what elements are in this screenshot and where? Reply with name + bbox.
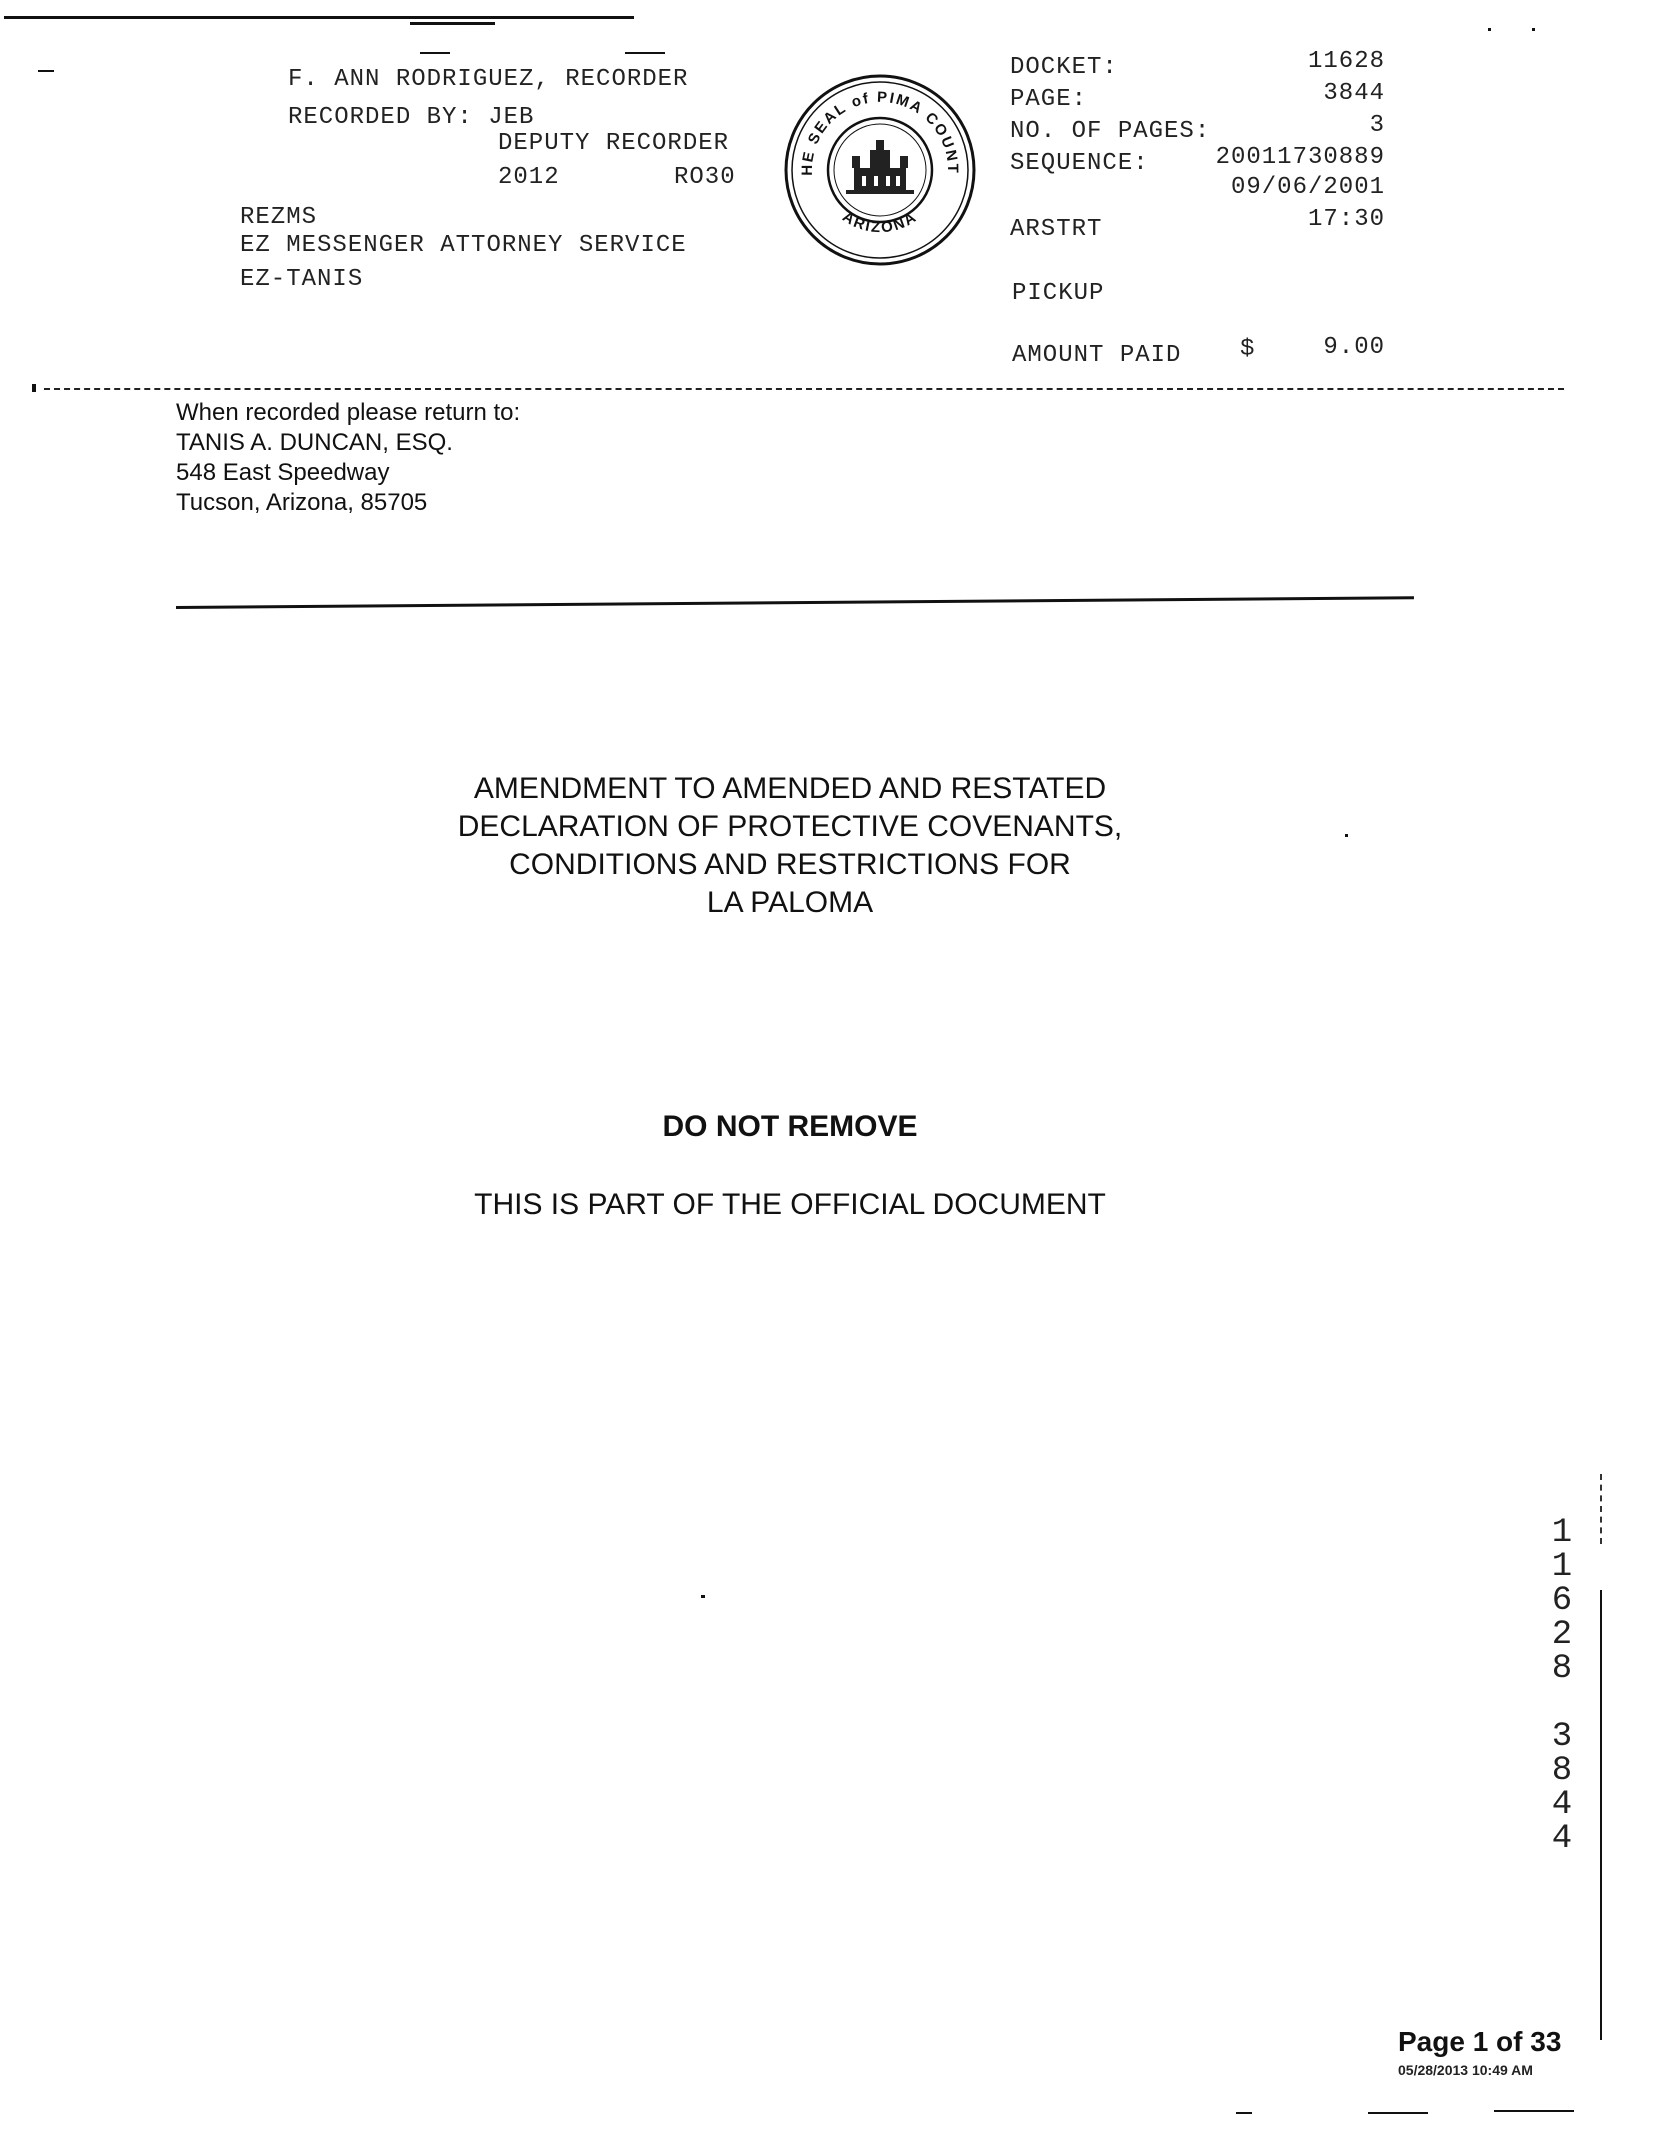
scan-speck: [1532, 28, 1535, 31]
bottom-scan-mark: [1494, 2110, 1574, 2112]
recorder-code-left: 2012: [498, 164, 560, 191]
title-line-4: LA PALOMA: [706, 886, 874, 919]
address-separator: [176, 596, 1414, 609]
stamp-digit: 3: [1551, 1718, 1573, 1756]
recorded-by: RECORDED BY: JEB: [288, 104, 535, 131]
stamp-digit: 4: [1551, 1820, 1573, 1858]
stamp-digit: 8: [1551, 1650, 1573, 1688]
scan-speck: [701, 1595, 705, 1598]
seal-bottom-text: ARIZONA: [839, 208, 921, 237]
return-street: 548 East Speedway: [176, 459, 390, 486]
margin-stamp: [1544, 1516, 1580, 1856]
stamp-gap: [1544, 1686, 1580, 1720]
page-label: PAGE:: [1010, 86, 1088, 113]
recorder-name: F. ANN RODRIGUEZ, RECORDER: [288, 66, 689, 93]
left-margin-tick: [32, 384, 36, 392]
recorder-code-right: RO30: [674, 164, 736, 191]
bottom-scan-mark: [1236, 2112, 1252, 2114]
pickup-label: PICKUP: [1012, 280, 1105, 307]
scan-speck: [1488, 28, 1491, 31]
return-address: [176, 398, 520, 518]
amount-label: AMOUNT PAID: [1012, 342, 1182, 369]
stamp-digit: 2: [1551, 1616, 1573, 1654]
return-name: TANIS A. DUNCAN, ESQ.: [176, 429, 453, 456]
stamp-digit: 8: [1551, 1752, 1573, 1790]
docket-label: DOCKET:: [1010, 54, 1118, 81]
page-indicator: Page 1 of 33: [1398, 2026, 1562, 2057]
currency-sign: $: [1240, 336, 1256, 363]
header-dashed-separator: [44, 388, 1564, 390]
top-scan-mark: [410, 22, 495, 25]
sequence-value: 20011730889: [1215, 144, 1385, 171]
top-left-mark: [38, 70, 54, 72]
client-ref: EZ-TANIS: [240, 266, 364, 293]
notice-body: THIS IS PART OF THE OFFICIAL DOCUMENT: [474, 1188, 1106, 1221]
right-edge-line: [1600, 1590, 1602, 2040]
docket-value: 11628: [1307, 48, 1385, 75]
stamp-digit: 1: [1551, 1514, 1573, 1552]
recording-date: 09/06/2001: [1230, 174, 1385, 201]
stamp-digit: 6: [1551, 1582, 1573, 1620]
title-line-2: DECLARATION OF PROTECTIVE COVENANTS,: [457, 810, 1123, 843]
title-line-1: AMENDMENT TO AMENDED AND RESTATED: [473, 772, 1107, 805]
page-value: 3844: [1323, 80, 1385, 107]
deputy-recorder: DEPUTY RECORDER: [498, 130, 730, 157]
top-scan-mark: [420, 52, 450, 54]
seal-top-text: HE SEAL of PIMA COUNT: [798, 88, 962, 176]
title-line-3: CONDITIONS AND RESTRICTIONS FOR: [509, 848, 1071, 881]
sequence-label: SEQUENCE:: [1010, 150, 1149, 177]
return-heading: When recorded please return to:: [176, 399, 521, 426]
seal-graphic: [782, 72, 978, 268]
seal-building-icon: [846, 140, 914, 194]
client-name: EZ MESSENGER ATTORNEY SERVICE: [240, 232, 687, 259]
stamp-digit: 4: [1551, 1786, 1573, 1824]
arstrt-label: ARSTRT: [1010, 216, 1103, 243]
recording-time: 17:30: [1307, 206, 1385, 233]
pages-label: NO. OF PAGES:: [1010, 118, 1211, 145]
svg-text:ARIZONA: [839, 208, 920, 236]
top-scan-line: [4, 16, 634, 19]
return-city: Tucson, Arizona, 85705: [176, 489, 428, 516]
document-title: [380, 770, 1200, 922]
top-scan-mark: [625, 52, 665, 54]
amount-value: 9.00: [1323, 334, 1385, 361]
right-edge-dashes: [1600, 1474, 1602, 1544]
county-seal: [782, 72, 978, 268]
bottom-scan-mark: [1368, 2112, 1428, 2114]
stamp-digit: 1: [1551, 1548, 1573, 1586]
pages-value: 3: [1369, 112, 1385, 139]
print-timestamp: 05/28/2013 10:49 AM: [1398, 2062, 1533, 2078]
scan-speck: [1345, 834, 1348, 837]
client-code: REZMS: [240, 204, 318, 231]
notice-heading: DO NOT REMOVE: [662, 1110, 918, 1143]
